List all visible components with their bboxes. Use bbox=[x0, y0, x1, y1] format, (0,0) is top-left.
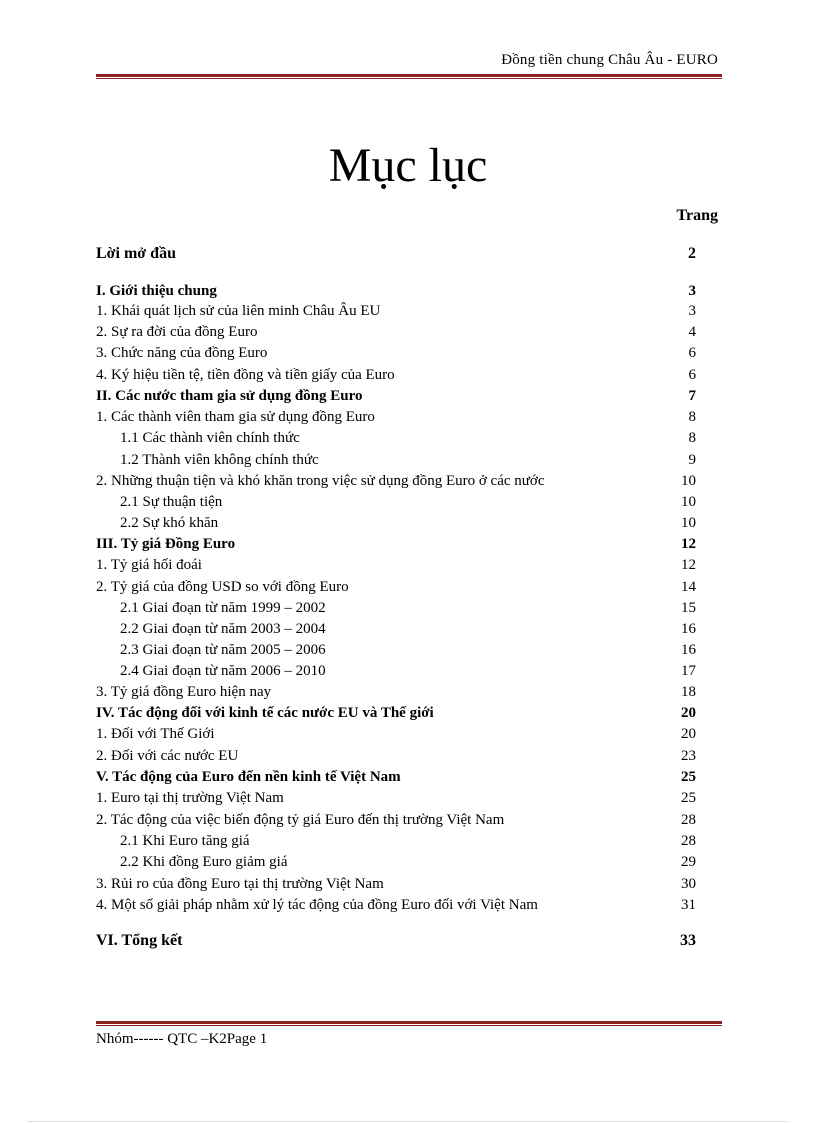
toc-subentry: 2.3 Giai đoạn từ năm 2005 – 2006 16 bbox=[120, 642, 696, 658]
toc-entry-section-3: III. Tỷ giá Đồng Euro 12 bbox=[96, 536, 696, 552]
toc-entry: 4. Một số giải pháp nhằm xử lý tác động của đồng Euro đối với Việt Nam 31 bbox=[96, 897, 696, 913]
toc-subentry: 2.2 Sự khó khăn 10 bbox=[120, 515, 696, 531]
toc-entry-intro: Lời mở đầu 2 bbox=[96, 245, 696, 262]
page-column-label: Trang bbox=[676, 207, 718, 224]
toc-entry: 1. Đối với Thế Giới 20 bbox=[96, 726, 696, 742]
toc-subentry: 2.2 Giai đoạn từ năm 2003 – 2004 16 bbox=[120, 621, 696, 637]
toc-entry: 1. Khái quát lịch sử của liên minh Châu Âu EU 3 bbox=[96, 303, 696, 319]
toc-entry: 2. Tỷ giá của đồng USD so với đồng Euro 14 bbox=[96, 579, 696, 595]
toc-subentry: 2.4 Giai đoạn từ năm 2006 – 2010 17 bbox=[120, 663, 696, 679]
toc-entry: 3. Tỷ giá đồng Euro hiện nay 18 bbox=[96, 684, 696, 700]
toc-entry: 3. Rủi ro của đồng Euro tại thị trường Việt Nam 30 bbox=[96, 876, 696, 892]
toc-entry-section-6: VI. Tổng kết 33 bbox=[96, 932, 696, 949]
toc-entry: 1. Euro tại thị trường Việt Nam 25 bbox=[96, 790, 696, 806]
toc-entry: 3. Chức năng của đồng Euro 6 bbox=[96, 345, 696, 361]
toc-entry: 2. Đối với các nước EU 23 bbox=[96, 748, 696, 764]
toc-entry-section-2: II. Các nước tham gia sử dụng đồng Euro 7 bbox=[96, 388, 696, 404]
toc-entry: 1. Tỷ giá hối đoái 12 bbox=[96, 557, 696, 573]
running-footer: Nhóm------ QTC –K2Page 1 bbox=[96, 1031, 268, 1047]
footer-rule bbox=[96, 1021, 722, 1026]
page-title: Mục lục bbox=[328, 139, 488, 192]
running-header: Đồng tiền chung Châu Âu - EURO bbox=[501, 52, 718, 68]
toc-subentry: 2.1 Giai đoạn từ năm 1999 – 2002 15 bbox=[120, 600, 696, 616]
toc-entry: 1. Các thành viên tham gia sử dụng đồng Euro 8 bbox=[96, 409, 696, 425]
toc-entry-section-5: V. Tác động của Euro đến nền kinh tế Việt Nam 25 bbox=[96, 769, 696, 785]
toc-entry: 2. Những thuận tiện và khó khăn trong việc sử dụng đồng Euro ở các nước 10 bbox=[96, 473, 696, 489]
toc-subentry: 1.2 Thành viên không chính thức 9 bbox=[120, 452, 696, 468]
toc-subentry: 2.2 Khi đồng Euro giảm giá 29 bbox=[120, 854, 696, 870]
toc-subentry: 2.1 Sự thuận tiện 10 bbox=[120, 494, 696, 510]
toc-entry-section-1: I. Giới thiệu chung 3 bbox=[96, 283, 696, 299]
header-rule bbox=[96, 74, 722, 79]
toc-subentry: 1.1 Các thành viên chính thức 8 bbox=[120, 430, 696, 446]
toc-entry: 2. Tác động của việc biến động tỷ giá Euro đến thị trường Việt Nam 28 bbox=[96, 812, 696, 828]
toc-entry: 2. Sự ra đời của đồng Euro 4 bbox=[96, 324, 696, 340]
toc-entry-section-4: IV. Tác động đối với kinh tế các nước EU và Thế giới 20 bbox=[96, 705, 696, 721]
toc-subentry: 2.1 Khi Euro tăng giá 28 bbox=[120, 833, 696, 849]
page-edge-divider bbox=[28, 1121, 788, 1122]
toc-entry: 4. Ký hiệu tiền tệ, tiền đồng và tiền giấy của Euro 6 bbox=[96, 367, 696, 383]
